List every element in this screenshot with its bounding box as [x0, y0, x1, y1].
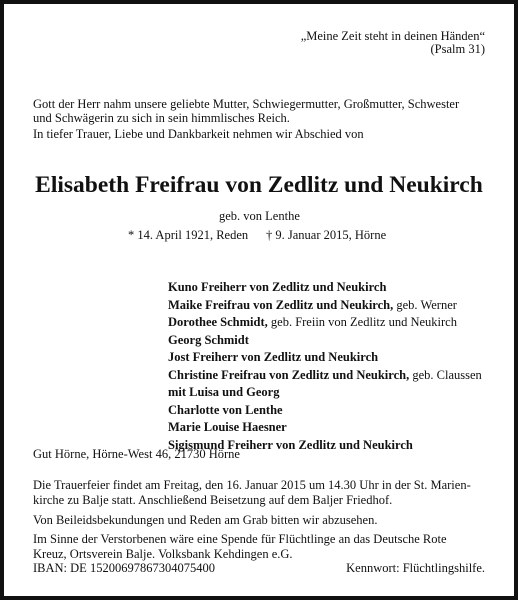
family-member-extra: geb. Claussen: [409, 367, 482, 382]
address: Gut Hörne, Hörne-West 46, 21730 Hörne: [33, 447, 240, 461]
family-member-name: Maike Freifrau von Zedlitz und Neukirch,: [168, 297, 394, 312]
funeral-line-1: Die Trauerfeier findet am Freitag, den 16. Januar 2015 um 14.30 Uhr in der St. Marien-: [33, 478, 471, 492]
birth-info: * 14. April 1921, Reden: [128, 228, 249, 242]
family-member: [168, 349, 482, 367]
family-list: [168, 279, 482, 454]
motto-quote: „Meine Zeit steht in deinen Händen“: [300, 29, 485, 43]
family-member-name: Christine Freifrau von Zedlitz und Neukirch,: [168, 367, 410, 382]
family-member-name: Kuno Freiherr von Zedlitz und Neukirch: [168, 280, 387, 294]
family-member-name: Charlotte von Lenthe: [168, 402, 283, 417]
family-member-extra: geb. Freiin von Zedlitz und Neukirch: [267, 315, 457, 329]
family-member-name: Georg Schmidt: [168, 332, 249, 347]
family-member: [168, 402, 482, 420]
funeral-line-2: kirche zu Balje statt. Anschließend Beisetzung auf dem Baljer Friedhof.: [33, 493, 393, 507]
intro-line-3: In tiefer Trauer, Liebe und Dankbarkeit nehmen wir Abschied von: [33, 127, 364, 141]
family-member: [168, 384, 482, 402]
condolences-note: Von Beileidsbekundungen und Reden am Grab bitten wir abzusehen.: [33, 513, 378, 527]
family-member-name: Sigismund Freiherr von Zedlitz und Neukirch: [168, 437, 413, 452]
family-member-extra: geb. Werner: [393, 297, 457, 312]
family-member-name: Jost Freiherr von Zedlitz und Neukirch: [168, 350, 379, 364]
family-member: [168, 314, 482, 332]
death-info: † 9. Januar 2015, Hörne: [266, 228, 387, 242]
donation-line-2: Kreuz, Ortsverein Balje. Volksbank Kehdingen e.G.: [33, 547, 293, 561]
donation-line-1: Im Sinne der Verstorbenen wäre eine Spende für Flüchtlinge an das Deutsche Rote: [33, 532, 447, 546]
family-member: [168, 419, 482, 437]
family-member-name: mit Luisa und Georg: [168, 385, 280, 399]
family-member: [168, 297, 482, 315]
family-member: [168, 332, 482, 350]
donation-iban: IBAN: DE 15200697867304075400: [33, 561, 215, 575]
family-member-name: Marie Louise Haesner: [168, 420, 287, 434]
maiden-name: geb. von Lenthe: [219, 209, 300, 223]
intro-line-2: und Schwägerin zu sich in sein himmlisches Reich.: [33, 111, 290, 125]
motto-source: (Psalm 31): [430, 42, 485, 56]
deceased-name: Elisabeth Freifrau von Zedlitz und Neukirch: [35, 172, 483, 198]
family-member-name: Dorothee Schmidt,: [168, 315, 268, 329]
family-member: [168, 279, 482, 297]
intro-line-1: Gott der Herr nahm unsere geliebte Mutter, Schwiegermutter, Großmutter, Schwester: [33, 97, 460, 111]
donation-keyword: Kennwort: Flüchtlingshilfe.: [346, 561, 485, 575]
family-member: [168, 367, 482, 385]
